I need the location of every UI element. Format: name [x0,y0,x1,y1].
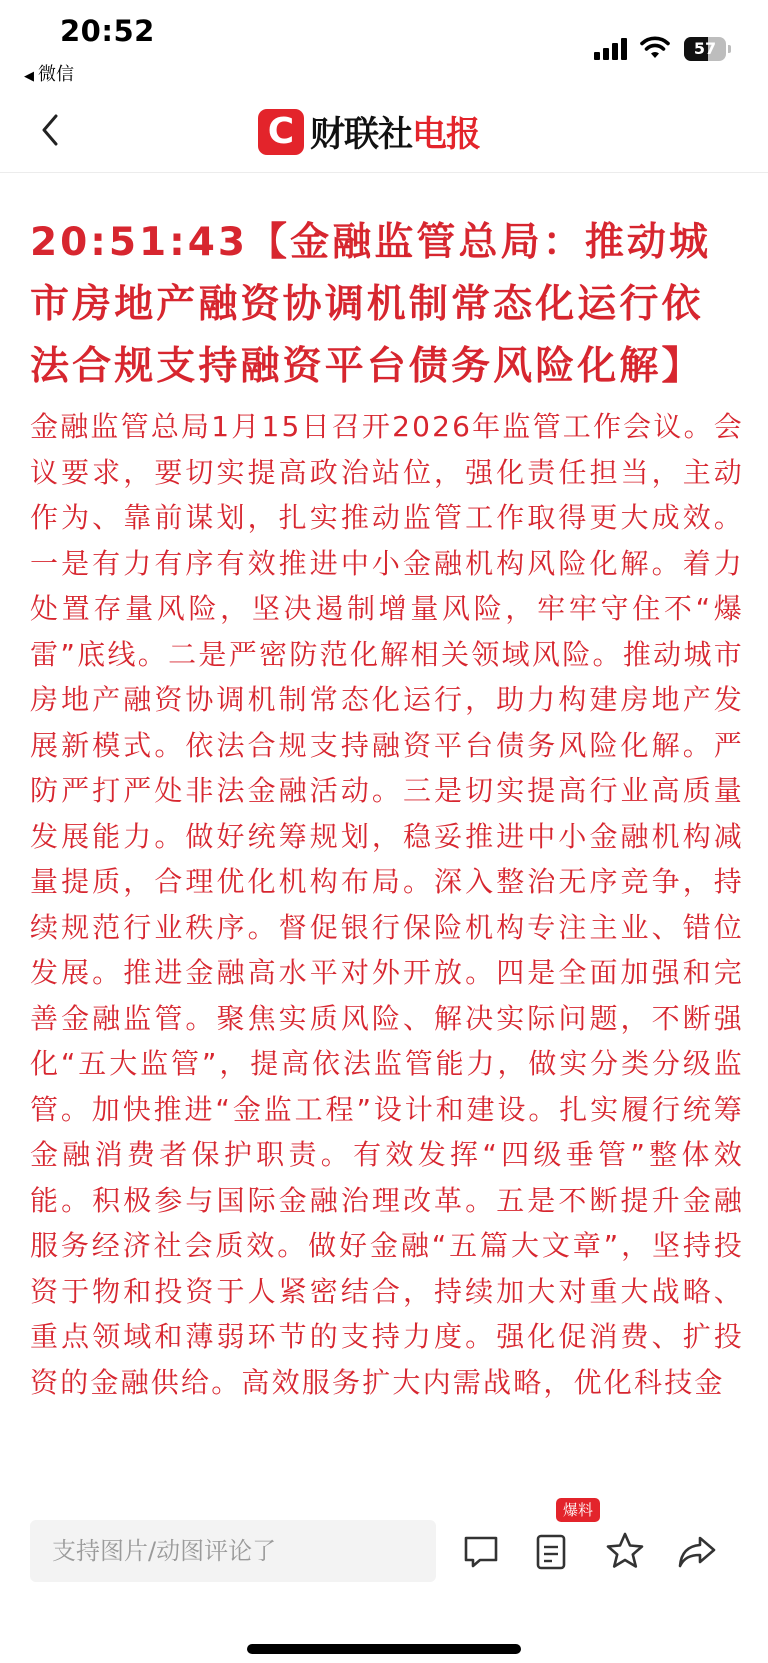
article-title: 【金融监管总局：推动城市房地产融资协调机制常态化运行依法合规支持融资平台债务风险化解】 [30,220,712,389]
back-triangle-icon: ◀ [24,69,34,84]
star-icon[interactable] [604,1530,646,1572]
logo-mark: C [258,109,304,155]
logo-text-telegraph: 电报 [412,115,481,155]
battery-percent: 57 [693,39,717,58]
wifi-icon [640,34,670,60]
back-app-label: 微信 [38,64,74,85]
share-icon[interactable] [676,1530,718,1572]
comment-input[interactable] [30,1520,436,1582]
article-headline [30,212,744,398]
nav-bar [0,92,768,173]
cellular-signal-icon [594,38,628,60]
report-badge[interactable]: 爆料 [556,1498,600,1522]
status-bar [0,0,768,92]
article-content [30,212,744,1500]
status-time: 20:52 [60,14,155,48]
article-body: 金融监管总局1月15日召开2026年监管工作会议。会议要求，要切实提高政治站位，强化责任担当，主动作为、靠前谋划，扎实推动监管工作取得更大成效。一是有力有序有效推进中小金融机构风险化解。着力处置存量风险，坚决遏制增量风险，牢牢守住不“爆雷”底线。二是严密防范化解相关领域风险。推动城市房地产融资协调机制常态化运行，助力构建房地产发展新模式。依法合规支持融资平台债务风险化解。严防严打严处非法金融活动。三是切实提高行业高质量发展能力。做好统筹规划，稳妥推进中小金融机构减量提质，合理优化机构布局。深入整治无序竞争，持续规范行业秩序。督促银行保险机构专注主业、错位发展。推进金融高水平对外开放。四是全面加强和完善金融监管。聚焦实质风险、解决实际问题，不断强化“五大监管”，提高依法监管能力，做实分类分级监管。加快推进“金监工程”设计和建设。扎实履行统筹金融消费者保护职责。有效发挥“四级垂管”整体效能。积极参与国际金融治理改革。五是不断提升金融服务经济社会质效。做好金融“五篇大文章”，坚持投资于物和投资于人紧密结合，持续加大对重大战略、重点领域和薄弱环节的支持力度。强化促消费、扩投资的金融供给。高效服务扩大内需战略，优化科技金 [30,410,744,1399]
comment-icon[interactable] [460,1530,502,1572]
home-indicator [247,1644,521,1654]
back-to-app-button[interactable] [24,60,74,86]
logo-text-brand: 财联社 [310,115,413,155]
report-icon[interactable] [530,1530,572,1572]
back-chevron-icon[interactable] [36,110,66,150]
battery-indicator [684,37,732,61]
cls-telegraph-logo [258,106,480,158]
article-timestamp: 20:51:43 [30,220,249,265]
bottom-action-bar [0,1500,768,1663]
